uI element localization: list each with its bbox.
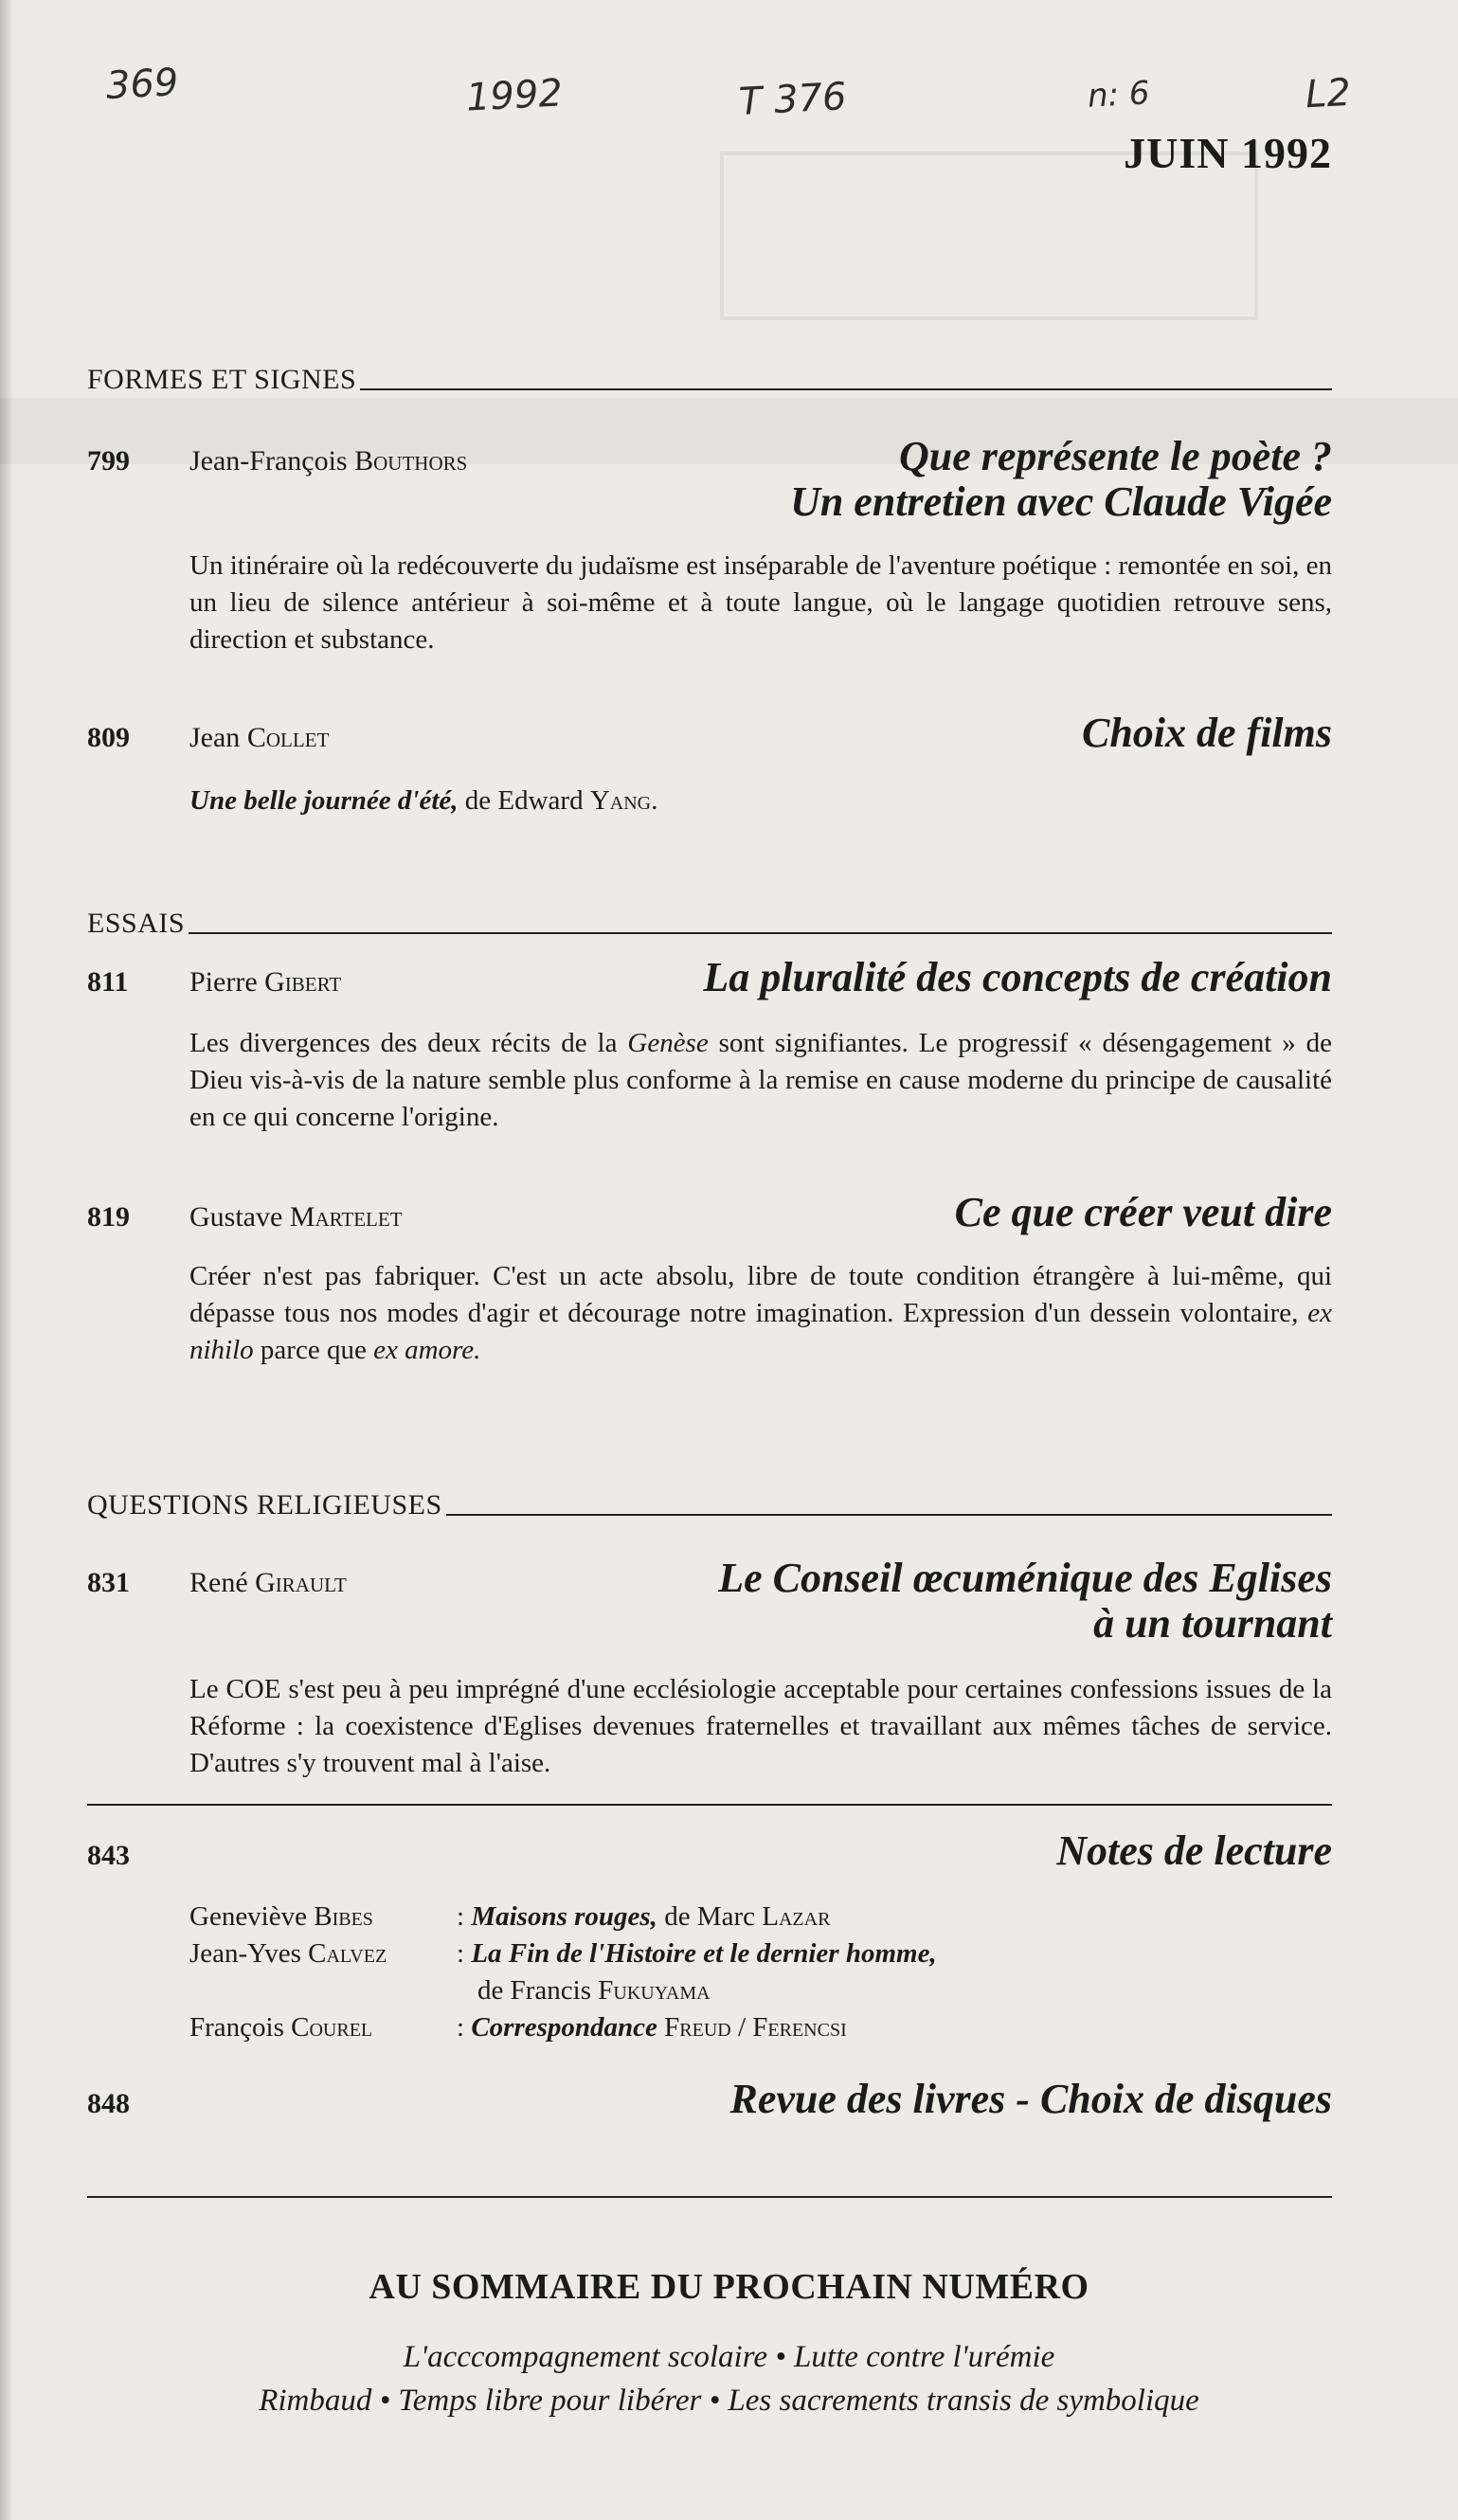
book-by: de Francis [477,1975,591,2006]
abstract-emphasis: ex nihilo [189,1298,1332,1365]
page-edge-shadow [0,0,13,2520]
section-label: QUESTIONS RELIGIEUSES [87,1489,442,1521]
note-book [457,1899,830,1935]
book-author: Freud / Ferencsi [664,2012,847,2043]
reviewer-last-name: Courel [291,2012,373,2043]
author-last-name: Gibert [264,966,342,998]
section-label: ESSAIS [87,908,186,939]
note-reviewer [189,2009,457,2046]
abstract-text: sont signifiantes. Le progressif « désengagement » de Dieu vis-à-vis de la nature semble plus conforme à la remise en cause moderne du principe de causalité en ce qui concerne l'origine. [189,1028,1333,1132]
note-reviewer [189,1935,457,1972]
books-page-number: 848 [87,2088,130,2119]
author-last-name: Bouthors [354,445,468,477]
article-title: Ce que créer veut dire [954,1189,1332,1235]
section-label: FORMES ET SIGNES [87,364,357,395]
note-entry [189,1899,830,1935]
note-reviewer [189,1899,457,1935]
next-issue-line: L'acccompagnement scolaire • Lutte contre l'urémie [403,2340,1055,2374]
article-abstract [189,1025,1332,1136]
reviewer-first-name: François [189,2012,284,2043]
note-separator: : [457,2012,465,2043]
author-first-name: Pierre [189,966,258,998]
article-abstract: Un itinéraire où la redécouverte du judaïsme est inséparable de l'aventure poétique : remontée en soi, en un lieu de silence antérieur à soi-même et à toute langue, où le langage quotidien retrouve sens, direction et substance. [189,550,1332,655]
article-title: Le Conseil œcuménique des Eglises à un tournant [718,1555,1332,1647]
abstract-text: Les divergences des deux récits de la [189,1028,618,1058]
book-by: de Marc [664,1901,755,1932]
film-title: Une belle journée d'été, [189,785,459,816]
divider [87,2196,1332,2198]
article-page-number: 809 [87,722,130,753]
note-separator: : [457,1938,465,1969]
film-director: Yang. [589,785,658,816]
book-title: Correspondance [471,2012,657,2043]
reviewer-last-name: Calvez [308,1938,387,1969]
section-questions-religieuses [87,1489,1332,1521]
section-rule [446,1514,1332,1516]
section-formes-et-signes [87,364,1332,396]
article-page-number: 799 [87,445,130,477]
section-essais [87,908,1332,940]
handwritten-issue: n: 6 [1086,74,1151,116]
reviewer-last-name: Bibes [314,1901,373,1932]
issue-month: JUIN 1992 [1124,129,1332,177]
reviewer-first-name: Jean-Yves [189,1938,301,1969]
next-issue-heading: AU SOMMAIRE DU PROCHAIN NUMÉRO [369,2267,1089,2307]
note-entry-continued [477,1972,711,2009]
author-first-name: René [189,1567,248,1598]
article-abstract: Le COE s'est peu à peu imprégné d'une ecclésiologie acceptable pour certaines confessions issues de la Réforme : la coexistence d'Eglises devenues fraternelles et travaillant aux mêmes tâches de service. D'autres s'y trouvent mal à l'aise. [189,1674,1332,1778]
article-page-number: 819 [87,1201,130,1233]
note-book [457,2009,847,2046]
article-author [189,1201,403,1233]
abstract-text: Créer n'est pas fabriquer. C'est un acte absolu, libre de toute condition étrangère à lui-même, qui dépasse tous nos modes d'agir et décourage notre imagination. Expression d'un dessein volontaire, [189,1261,1332,1328]
next-issue-line: Rimbaud • Temps libre pour libérer • Les sacrements transis de symbolique [259,2384,1199,2418]
article-title: La pluralité des concepts de création [703,954,1332,1000]
article-title: Que représente le poète ? Un entretien avec Claude Vigée [790,433,1332,525]
abstract-emphasis: ex amore. [373,1335,481,1365]
article-author [189,445,467,477]
book-author: Lazar [762,1901,831,1932]
author-last-name: Collet [246,722,330,753]
author-first-name: Jean [189,722,241,753]
article-author [189,966,341,999]
book-title: Maisons rouges, [471,1901,657,1932]
handwritten-number: 369 [104,61,180,108]
author-last-name: Girault [255,1567,347,1598]
handwritten-shelf: L2 [1304,70,1352,117]
article-title: Choix de films [1081,710,1332,756]
note-entry [189,1935,937,1972]
article-abstract [189,1258,1332,1369]
article-page-number: 831 [87,1567,130,1598]
reviewer-first-name: Geneviève [189,1901,307,1932]
section-rule [189,932,1332,934]
article-page-number: 811 [87,966,129,998]
author-first-name: Gustave [189,1201,283,1233]
article-author [189,1567,347,1599]
divider [87,1804,1332,1806]
abstract-emphasis: Genèse [627,1028,709,1058]
section-rule [360,388,1332,390]
abstract-text: parce que [260,1335,367,1365]
notes-page-number: 843 [87,1840,130,1871]
handwritten-year: 1992 [464,71,564,120]
book-author: Fukuyama [598,1975,711,2006]
book-title: La Fin de l'Histoire et le dernier homme, [471,1938,937,1969]
note-separator: : [457,1901,465,1932]
author-last-name: Martelet [289,1201,403,1233]
film-reference [189,783,1332,819]
note-entry [189,2009,847,2046]
notes-title: Notes de lecture [1056,1827,1332,1874]
author-first-name: Jean-François [189,445,348,477]
film-by: de Edward [464,785,584,816]
books-title: Revue des livres - Choix de disques [729,2076,1332,2122]
note-book [457,1935,937,1972]
handwritten-call-number: T 376 [737,75,848,124]
article-author [189,722,329,754]
